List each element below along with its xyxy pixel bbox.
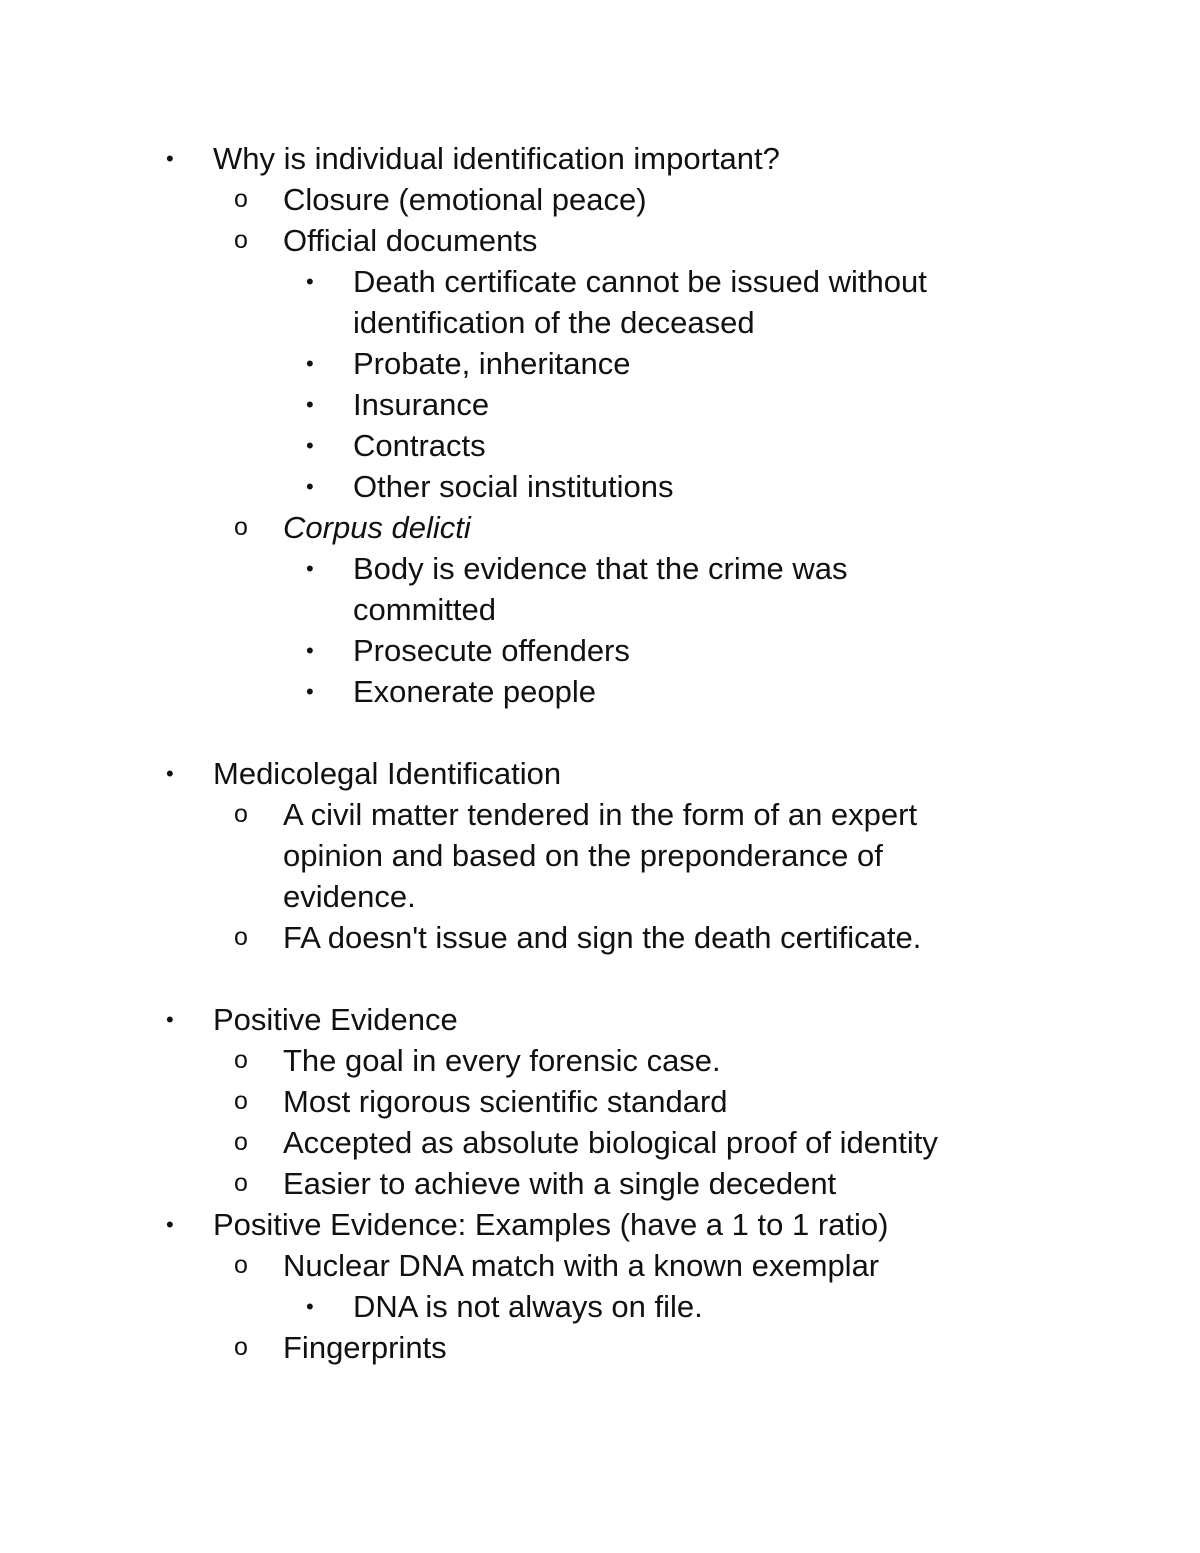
outline-item-text: The goal in every forensic case. [283,1043,721,1078]
circle-bullet-icon: o [234,1251,248,1279]
outline-item-level-2 [0,917,1200,958]
outline-item-level-2 [0,1163,1200,1204]
outline-item-level-1 [0,999,1200,1040]
outline-item-text: Insurance [353,387,490,422]
outline-item-level-2 [0,1040,1200,1081]
outline-item-level-2 [0,179,1200,220]
bullet-icon: • [306,679,314,704]
outline-item-text: FA doesn't issue and sign the death certificate. [283,920,922,955]
outline-item-level-3 [0,425,1200,466]
outline-item-level-1 [0,138,1200,179]
circle-bullet-icon: o [234,226,248,254]
outline-item-level-3 [0,1286,1200,1327]
outline-item-text: Fingerprints [283,1330,447,1365]
outline-item-level-2 [0,1081,1200,1122]
bullet-icon: • [306,1294,314,1319]
outline-item-level-2 [0,876,1200,917]
outline-item-text: Prosecute offenders [353,633,630,668]
blank-line [0,712,1200,753]
outline-item-level-3 [0,548,1200,589]
outline-list [0,138,1200,1368]
bullet-icon: • [306,556,314,581]
outline-item-text: A civil matter tendered in the form of an expert [283,797,918,832]
bullet-icon: • [306,351,314,376]
circle-bullet-icon: o [234,1169,248,1197]
outline-item-level-2 [0,220,1200,261]
outline-item-text: Corpus delicti [283,510,471,545]
outline-item-text: Nuclear DNA match with a known exemplar [283,1248,880,1283]
bullet-icon: • [166,1007,174,1032]
bullet-icon: • [166,146,174,171]
bullet-icon: • [306,392,314,417]
outline-item-text: Medicolegal Identification [213,756,562,791]
outline-item-text: identification of the deceased [353,305,755,340]
outline-item-text: Closure (emotional peace) [283,182,647,217]
circle-bullet-icon: o [234,1046,248,1074]
outline-item-text: opinion and based on the preponderance of [283,838,883,873]
circle-bullet-icon: o [234,1333,248,1361]
outline-item-level-2 [0,1122,1200,1163]
circle-bullet-icon: o [234,800,248,828]
blank-line [0,958,1200,999]
circle-bullet-icon: o [234,513,248,541]
outline-item-text: Other social institutions [353,469,674,504]
outline-item-level-3 [0,671,1200,712]
outline-item-level-3 [0,343,1200,384]
outline-item-level-3 [0,589,1200,630]
outline-item-text: Positive Evidence: Examples (have a 1 to 1 ratio) [213,1207,889,1242]
circle-bullet-icon: o [234,1128,248,1156]
outline-item-text: Easier to achieve with a single decedent [283,1166,837,1201]
bullet-icon: • [306,433,314,458]
outline-item-text: Positive Evidence [213,1002,458,1037]
outline-item-level-3 [0,466,1200,507]
outline-item-text: Why is individual identification important? [213,141,780,176]
outline-item-text: Body is evidence that the crime was [353,551,848,586]
bullet-icon: • [306,638,314,663]
outline-item-level-2 [0,794,1200,835]
outline-item-text: Contracts [353,428,486,463]
bullet-icon: • [166,761,174,786]
outline-item-level-3 [0,630,1200,671]
outline-item-level-3 [0,384,1200,425]
outline-item-level-3 [0,261,1200,302]
bullet-icon: • [306,269,314,294]
outline-item-text: Official documents [283,223,538,258]
outline-item-level-2 [0,1245,1200,1286]
outline-item-text: Exonerate people [353,674,597,709]
outline-item-text: Probate, inheritance [353,346,631,381]
circle-bullet-icon: o [234,1087,248,1115]
outline-item-text: evidence. [283,879,416,914]
outline-item-text: Accepted as absolute biological proof of identity [283,1125,938,1160]
circle-bullet-icon: o [234,185,248,213]
outline-item-level-2 [0,835,1200,876]
outline-item-text: Death certificate cannot be issued without [353,264,927,299]
outline-item-text: committed [353,592,496,627]
outline-item-level-2 [0,507,1200,548]
outline-item-level-3 [0,302,1200,343]
bullet-icon: • [306,474,314,499]
outline-item-level-1 [0,753,1200,794]
outline-item-text: Most rigorous scientific standard [283,1084,728,1119]
outline-item-text: DNA is not always on file. [353,1289,703,1324]
circle-bullet-icon: o [234,923,248,951]
outline-item-level-2 [0,1327,1200,1368]
bullet-icon: • [166,1212,174,1237]
outline-item-level-1 [0,1204,1200,1245]
